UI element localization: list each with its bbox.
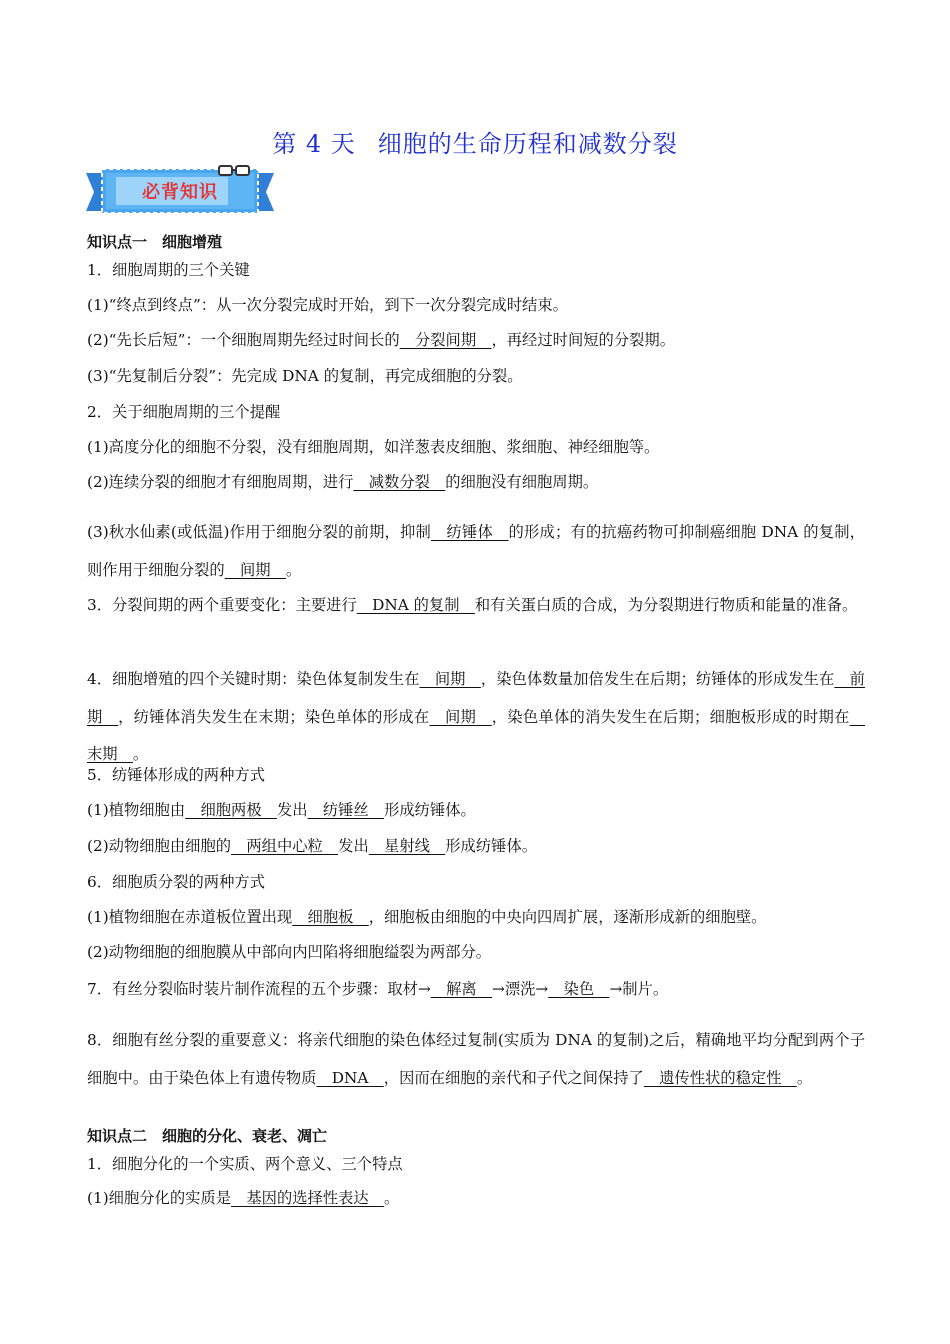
answer-blank: 间期 <box>429 707 492 726</box>
text: 发出 <box>276 801 308 819</box>
answer-blank: 解离 <box>430 980 492 998</box>
paragraph <box>87 473 598 491</box>
answer-blank: 星射线 <box>368 837 446 855</box>
paragraph: 6．细胞质分裂的两种方式 <box>87 873 265 891</box>
answer-blank: 两组中心粒 <box>231 837 339 855</box>
paragraph: 5．纺锤体形成的两种方式 <box>87 766 265 784</box>
paragraph: (1)“终点到终点”：从一次分裂完成时开始，到下一次分裂完成时结束。 <box>87 296 568 314</box>
text: ，因而在细胞的亲代和子代之间保持了 <box>383 1068 644 1087</box>
text: 形成纺锤体。 <box>384 801 476 819</box>
text: 4．细胞增殖的四个关键时期：染色体复制发生在 <box>87 670 420 689</box>
paragraph <box>87 514 865 589</box>
answer-blank: 减数分裂 <box>353 473 446 491</box>
paragraph: 2．关于细胞周期的三个提醒 <box>87 403 281 421</box>
text: ，细胞板由细胞的中央向四周扩展，逐渐形成新的细胞壁。 <box>368 908 767 926</box>
title-day: 第 4 天 <box>272 130 356 158</box>
section-heading: 知识点二 细胞的分化、衰老、凋亡 <box>87 1127 328 1145</box>
text: 7．有丝分裂临时装片制作流程的五个步骤：取材→ <box>87 980 431 998</box>
text: 8．细胞有丝分裂的重要意义：将亲代细胞的染色体经过复制(实质为 DNA 的复制)之后，精确地平均分配到两个子细胞中。由于染色体上有遗传物质 <box>87 1031 865 1087</box>
answer-blank: 基因的选择性表达 <box>231 1189 385 1207</box>
answer-blank: 纺锤丝 <box>307 801 385 819</box>
paragraph <box>87 908 766 926</box>
text: ，纺锤体消失发生在末期；染色单体的形成在 <box>118 707 430 726</box>
paragraph: 1．细胞分化的一个实质、两个意义、三个特点 <box>87 1155 403 1173</box>
paragraph <box>87 801 476 819</box>
answer-blank: 间期 <box>224 560 286 579</box>
paragraph <box>87 1022 865 1097</box>
text: (2)动物细胞由细胞的 <box>87 837 232 855</box>
text: 的形成；有的抗癌药物可抑制癌细胞 DNA 的复制，则作用于细胞分裂的 <box>87 523 865 579</box>
paragraph: (3)“先复制后分裂”：先完成 DNA 的复制，再完成细胞的分裂。 <box>87 367 523 385</box>
text: 3．分裂间期的两个重要变化：主要进行 <box>87 596 357 615</box>
text: (1)植物细胞在赤道板位置出现 <box>87 908 293 926</box>
paragraph <box>87 331 675 349</box>
text: (1)植物细胞由 <box>87 801 186 819</box>
text: 发出 <box>338 837 369 855</box>
text: →制片。 <box>609 980 669 998</box>
answer-blank: 细胞两极 <box>185 801 277 819</box>
paragraph <box>87 837 537 855</box>
paragraph <box>87 1189 399 1207</box>
answer-blank: 分裂间期 <box>399 331 492 349</box>
answer-blank: 遗传性状的稳定性 <box>643 1068 797 1087</box>
text: (1)细胞分化的实质是 <box>87 1189 232 1207</box>
paragraph: (2)动物细胞的细胞膜从中部向内凹陷将细胞缢裂为两部分。 <box>87 943 492 961</box>
text: ，染色体数量加倍发生在后期；纺锤体的形成发生在 <box>480 670 835 689</box>
text: →漂洗→ <box>492 980 549 998</box>
title-text: 细胞的生命历程和减数分裂 <box>377 130 678 158</box>
section-heading: 知识点一 细胞增殖 <box>87 233 223 251</box>
text: ，染色单体的消失发生在后期；细胞板形成的时期在 <box>491 707 850 726</box>
text: 。 <box>796 1068 813 1087</box>
text: 。 <box>285 560 302 579</box>
answer-blank: 细胞板 <box>292 908 369 926</box>
page-title <box>0 124 950 159</box>
text: 。 <box>132 745 149 764</box>
section-banner <box>86 163 274 223</box>
paragraph <box>87 587 865 625</box>
answer-blank: 前期 <box>87 670 865 726</box>
paragraph: 1．细胞周期的三个关键 <box>87 261 250 279</box>
answer-blank: 间期 <box>419 670 481 689</box>
answer-blank: DNA 的复制 <box>356 596 475 615</box>
answer-blank: 纺锤体 <box>431 523 509 542</box>
banner-label: 必背知识 <box>142 182 218 203</box>
answer-blank: 末期 <box>87 707 865 764</box>
answer-blank: DNA <box>316 1068 384 1087</box>
paragraph: (1)高度分化的细胞不分裂，没有细胞周期，如洋葱表皮细胞、浆细胞、神经细胞等。 <box>87 438 660 456</box>
text: 的细胞没有细胞周期。 <box>445 473 599 491</box>
text: 和有关蛋白质的合成，为分裂期进行物质和能量的准备。 <box>474 596 858 615</box>
text: 。 <box>384 1189 400 1207</box>
text: (2)连续分裂的细胞才有细胞周期，进行 <box>87 473 354 491</box>
text: (3)秋水仙素(或低温)作用于细胞分裂的前期，抑制 <box>87 523 432 542</box>
paragraph <box>87 980 668 998</box>
answer-blank: 染色 <box>548 980 610 998</box>
text: ，再经过时间短的分裂期。 <box>491 331 676 349</box>
paragraph <box>87 661 865 774</box>
text: (2)“先长后短”：一个细胞周期先经过时间长的 <box>87 331 400 349</box>
text: 形成纺锤体。 <box>445 837 538 855</box>
